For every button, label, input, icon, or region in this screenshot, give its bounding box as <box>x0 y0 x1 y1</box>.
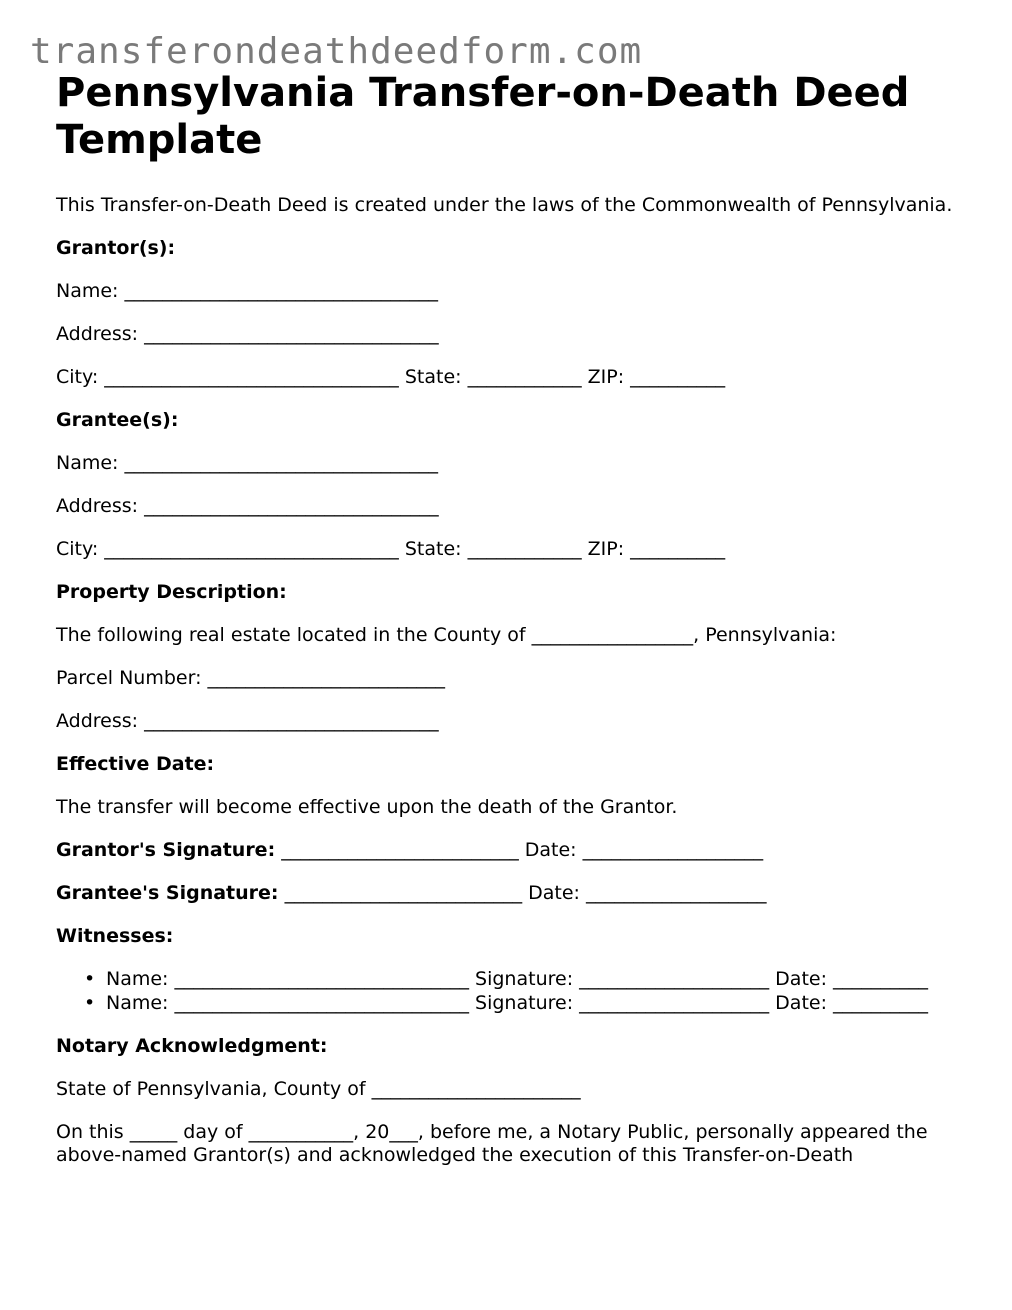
witness-list <box>56 968 956 1015</box>
property-address-field: Address: _______________________________ <box>56 710 439 732</box>
intro-paragraph: This Transfer-on-Death Deed is created under the laws of the Commonwealth of Pennsylvania. <box>56 194 953 216</box>
witness-item <box>56 968 956 991</box>
property-county-line: The following real estate located in the County of _________________, Pennsylvania: <box>56 624 837 646</box>
grantee-address-field: Address: _______________________________ <box>56 495 439 517</box>
notary-heading: Notary Acknowledgment: <box>56 1035 328 1057</box>
grantor-signature-label: Grantor's Signature: <box>56 839 276 861</box>
grantee-signature-line <box>56 882 956 905</box>
property-heading: Property Description: <box>56 581 287 603</box>
witnesses-heading: Witnesses: <box>56 925 174 947</box>
witness-item <box>56 992 956 1015</box>
grantee-city-state-zip-field: City: _______________________________ State: ____________ ZIP: __________ <box>56 538 726 560</box>
grantor-name-field: Name: _________________________________ <box>56 280 438 302</box>
bullet-icon: • <box>84 992 96 1014</box>
page-title: Pennsylvania Transfer-on-Death Deed Template <box>56 70 910 163</box>
grantee-signature-blank: _________________________ Date: ___________________ <box>278 882 767 904</box>
witness-item-text: Name: _______________________________ Signature: ____________________ Date: __________ <box>106 968 929 990</box>
document-page <box>56 70 956 1167</box>
notary-county-line: State of Pennsylvania, County of ______________________ <box>56 1078 581 1100</box>
grantor-address-field: Address: _______________________________ <box>56 323 439 345</box>
grantor-signature-line <box>56 839 956 862</box>
grantee-signature-label: Grantee's Signature: <box>56 882 279 904</box>
notary-text: On this _____ day of ___________, 20___, before me, a Notary Public, personally appeared the above-named Grantor(s) and acknowledged the execution of this Transfer-on-Death <box>56 1121 928 1166</box>
effective-date-text: The transfer will become effective upon the death of the Grantor. <box>56 796 678 818</box>
grantor-city-state-zip-field: City: _______________________________ State: ____________ ZIP: __________ <box>56 366 726 388</box>
property-parcel-field: Parcel Number: _________________________ <box>56 667 446 689</box>
effective-date-heading: Effective Date: <box>56 753 215 775</box>
grantor-signature-blank: _________________________ Date: ___________________ <box>275 839 764 861</box>
bullet-icon: • <box>84 968 96 990</box>
grantee-heading: Grantee(s): <box>56 409 179 431</box>
grantor-heading: Grantor(s): <box>56 237 176 259</box>
witness-item-text: Name: _______________________________ Signature: ____________________ Date: __________ <box>106 992 929 1014</box>
grantee-name-field: Name: _________________________________ <box>56 452 438 474</box>
site-watermark: transferondeathdeedform.com <box>30 31 643 72</box>
